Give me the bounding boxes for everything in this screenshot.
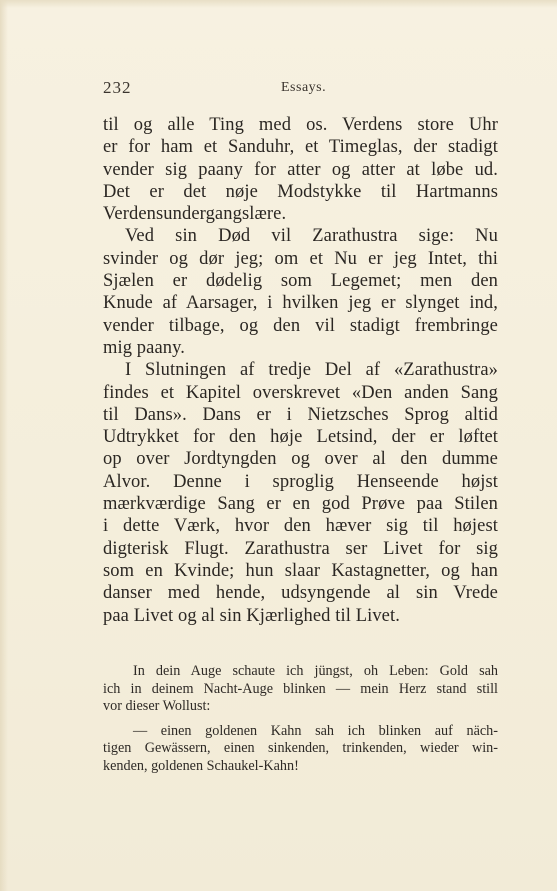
text-line: vender tilbage, og den vil stadigt frembringe bbox=[103, 315, 498, 336]
quote-line: kenden, goldenen Schaukel-Kahn! bbox=[103, 757, 299, 774]
quote-stanza-2 bbox=[103, 723, 498, 776]
paragraph-3 bbox=[103, 359, 498, 627]
text-line: danser med hende, udsyngende al sin Vrede bbox=[103, 583, 498, 604]
text-line: Verdensundergangslære. bbox=[103, 204, 287, 225]
text-line: vender sig paany for atter og atter at løbe ud. bbox=[103, 159, 498, 180]
text-line: digterisk Flugt. Zarathustra ser Livet for sig bbox=[103, 538, 498, 559]
text-line: svinder og dør jeg; om et Nu er jeg Intet, thi bbox=[103, 248, 498, 269]
paragraph-1 bbox=[103, 114, 498, 225]
text-line: til Dans». Dans er i Nietzsches Sprog altid bbox=[103, 404, 498, 425]
paragraph-2 bbox=[103, 225, 498, 359]
quotation-block bbox=[103, 663, 498, 775]
text-line: Ved sin Død vil Zarathustra sige: Nu bbox=[125, 226, 498, 247]
text-line: til og alle Ting med os. Verdens store Uhr bbox=[103, 115, 498, 135]
quote-line: vor dieser Wollust: bbox=[103, 698, 211, 714]
quote-line: — einen goldenen Kahn sah ich blinken auf näch- bbox=[133, 722, 498, 739]
text-line: mig paany. bbox=[103, 337, 186, 358]
quote-line: ich in deinem Nacht-Auge blinken — mein Herz stand still bbox=[103, 680, 498, 697]
text-line: paa Livet og al sin Kjærlighed til Livet. bbox=[103, 605, 400, 626]
text-line: op over Jordtyngden og over al den dumme bbox=[103, 449, 498, 470]
stanza-gap bbox=[103, 716, 498, 723]
quote-line: tigen Gewässern, einen sinkenden, trinkenden, wieder win- bbox=[103, 740, 498, 756]
text-line: Det er det nøje Modstykke til Hartmanns bbox=[103, 181, 498, 202]
page-number: 232 bbox=[103, 78, 132, 97]
text-line: som en Kvinde; hun slaar Kastagnetter, og han bbox=[103, 560, 498, 581]
body-text bbox=[103, 114, 498, 627]
text-line: Alvor. Denne i sproglig Henseende højst bbox=[103, 471, 498, 492]
text-line: I Slutningen af tredje Del af «Zarathustra» bbox=[125, 360, 498, 381]
quote-line: In dein Auge schaute ich jüngst, oh Leben: Gold sah bbox=[133, 663, 498, 679]
quote-stanza-1 bbox=[103, 663, 498, 716]
text-line: Udtrykket for den høje Letsind, der er løftet bbox=[103, 427, 498, 448]
page-edge-shadow-left bbox=[0, 0, 8, 891]
text-line: findes et Kapitel overskrevet «Den anden Sang bbox=[103, 382, 498, 403]
text-line: er for ham et Sanduhr, et Timeglas, der stadigt bbox=[103, 137, 498, 158]
text-line: Knude af Aarsager, i hvilken jeg er slynget ind, bbox=[103, 293, 498, 314]
running-head bbox=[103, 78, 498, 100]
text-line: Sjælen er dødelig som Legemet; men den bbox=[103, 271, 498, 292]
running-title: Essays. bbox=[281, 80, 327, 95]
text-line: i dette Værk, hvor den hæver sig til højest bbox=[103, 516, 498, 537]
page-edge-shadow-top bbox=[0, 0, 557, 8]
text-line: mærkværdige Sang er en god Prøve paa Stilen bbox=[103, 494, 498, 515]
